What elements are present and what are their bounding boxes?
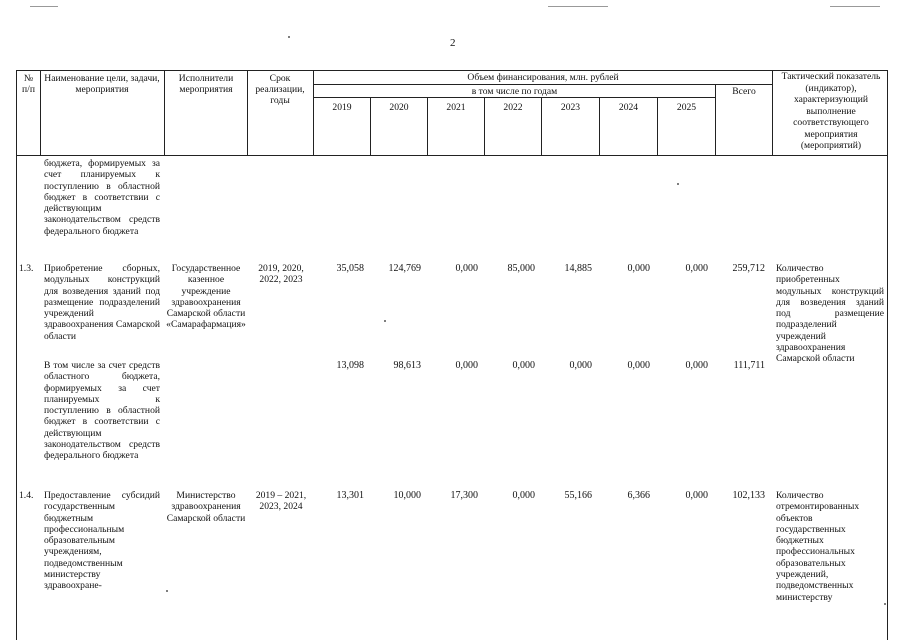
header-year: 2025 bbox=[676, 102, 697, 113]
header-term: Срок реализации, годы bbox=[255, 73, 305, 106]
row-value-2025: 0,000 bbox=[685, 263, 708, 274]
row-value-2024: 0,000 bbox=[627, 263, 650, 274]
header-year: 2021 bbox=[446, 102, 466, 113]
scan-speck bbox=[677, 183, 679, 185]
row-value-2025: 0,000 bbox=[685, 490, 708, 501]
scan-speck bbox=[884, 603, 886, 605]
row-total: 111,711 bbox=[733, 360, 765, 371]
scan-speck bbox=[288, 36, 290, 38]
row-value-2022: 0,000 bbox=[512, 360, 535, 371]
row-indicator: Количество приобретенных модульных конструкций для возведения зданий под размещение подразделений учреждений здравоохранения Самарской области bbox=[776, 263, 884, 365]
row-value-2019: 35,058 bbox=[336, 263, 364, 274]
table-row-name: В том числе за счет средств областного бюджета, формируемых за счет планируемых к поступлению в областной бюджет в соответствии с действующим законодательством средств федерального бюджета bbox=[44, 360, 160, 462]
header-year: 2020 bbox=[389, 102, 409, 113]
scan-artifact bbox=[30, 6, 58, 7]
scan-artifact bbox=[830, 6, 880, 7]
row-term: 2019, 2020, 2022, 2023 bbox=[258, 263, 304, 286]
header-year: 2023 bbox=[560, 102, 581, 113]
header-year: 2024 bbox=[618, 102, 639, 113]
header-indicator: Тактический показатель (индикатор), характеризующий выполнение соответствующего мероприятия (мероприятий) bbox=[781, 71, 881, 151]
row-value-2020: 98,613 bbox=[393, 360, 421, 371]
row-total: 259,712 bbox=[732, 263, 765, 274]
scan-artifact bbox=[548, 6, 608, 7]
row-number: 1.4. bbox=[19, 490, 34, 501]
row-value-2022: 0,000 bbox=[512, 490, 535, 501]
table-row-name: бюджета, формируемых за счет планируемых к поступлению в областной бюджет в соответствии с действующим законодательством средств федерального бюджета bbox=[44, 158, 160, 237]
row-value-2019: 13,098 bbox=[336, 360, 364, 371]
header-total: Всего bbox=[732, 86, 756, 97]
row-value-2023: 0,000 bbox=[569, 360, 592, 371]
row-value-2021: 0,000 bbox=[455, 263, 478, 274]
header-num: № п/п bbox=[22, 73, 35, 95]
page-number: 2 bbox=[450, 37, 456, 49]
row-executor: Министерство здравоохранения Самарской области bbox=[166, 490, 246, 524]
row-value-2024: 0,000 bbox=[627, 360, 650, 371]
row-number: 1.3. bbox=[19, 263, 34, 274]
table-row-name: Приобретение сборных, модульных конструкций для возведения зданий под размещение подразделений учреждений здравоохранения Самарской области bbox=[44, 263, 160, 342]
table-row-name: Предоставление субсидий государственным бюджетным профессиональным образовательным учреждениям, подведомственным министерству здравоохране- bbox=[44, 490, 160, 592]
row-value-2022: 85,000 bbox=[507, 263, 535, 274]
row-indicator: Количество отремонтированных объектов государственных бюджетных профессиональных образовательных учреждений, подведомственных министерству bbox=[776, 490, 860, 603]
scan-speck bbox=[166, 590, 168, 592]
row-value-2023: 14,885 bbox=[564, 263, 592, 274]
row-term: 2019 – 2021, 2023, 2024 bbox=[255, 490, 307, 513]
row-value-2024: 6,366 bbox=[627, 490, 650, 501]
row-value-2021: 17,300 bbox=[450, 490, 478, 501]
header-year: 2019 bbox=[332, 102, 352, 113]
row-value-2020: 10,000 bbox=[393, 490, 421, 501]
row-value-2019: 13,301 bbox=[336, 490, 364, 501]
row-total: 102,133 bbox=[732, 490, 765, 501]
header-by-year: в том числе по годам bbox=[471, 86, 558, 97]
row-value-2023: 55,166 bbox=[564, 490, 592, 501]
row-executor: Государственное казенное учреждение здравоохранения Самарской области «Самарафармация» bbox=[166, 263, 246, 331]
row-value-2021: 0,000 bbox=[455, 360, 478, 371]
row-value-2025: 0,000 bbox=[685, 360, 708, 371]
header-volume: Объем финансирования, млн. рублей bbox=[467, 72, 619, 83]
row-value-2020: 124,769 bbox=[388, 263, 421, 274]
header-name: Наименование цели, задачи, мероприятия bbox=[44, 73, 160, 95]
header-executors: Исполнители мероприятия bbox=[178, 73, 234, 95]
header-year: 2022 bbox=[503, 102, 523, 113]
scan-speck bbox=[384, 320, 386, 322]
